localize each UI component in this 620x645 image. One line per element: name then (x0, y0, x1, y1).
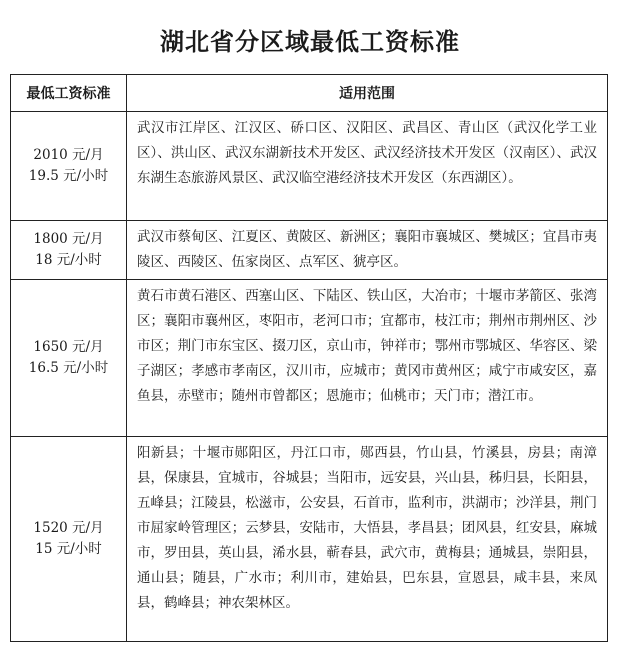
hourly-wage: 16.5 元/小时 (28, 360, 109, 376)
hourly-wage: 18 元/小时 (35, 252, 102, 268)
wage-standard-cell (11, 112, 127, 221)
header-scope: 适用范围 (127, 75, 608, 112)
table-row (11, 112, 608, 221)
monthly-wage: 1650 元/月 (33, 339, 104, 355)
header-min-wage: 最低工资标准 (11, 75, 127, 112)
monthly-wage: 1800 元/月 (33, 231, 104, 247)
hourly-wage: 19.5 元/小时 (28, 168, 109, 184)
table-row (11, 221, 608, 280)
document-title: 湖北省分区域最低工资标准 (160, 28, 460, 56)
wage-standard-cell (11, 437, 127, 642)
wage-standard-cell (11, 280, 127, 437)
table-header-row (11, 75, 608, 112)
monthly-wage: 2010 元/月 (33, 147, 104, 163)
scope-cell: 武汉市蔡甸区、江夏区、黄陂区、新洲区；襄阳市襄城区、樊城区；宜昌市夷陵区、西陵区、伍家岗区、点军区、猇亭区。 (127, 221, 608, 280)
scope-cell: 阳新县；十堰市郧阳区，丹江口市，郧西县，竹山县，竹溪县，房县；南漳县，保康县，宜城市，谷城县；当阳市，远安县，兴山县，秭归县，长阳县，五峰县；江陵县，松滋市，公安县，石首市，监利市，洪湖市；沙洋县，荆门市屈家岭管理区；云梦县，安陆市，大悟县，孝昌县；团风县，红安县，麻城市，罗田县，英山县，浠水县，蕲春县，武穴市，黄梅县；通城县，崇阳县，通山县；随县，广水市；利川市，建始县，巴东县，宣恩县，咸丰县，来凤县，鹤峰县；神农架林区。 (127, 437, 608, 642)
table-row (11, 280, 608, 437)
hourly-wage: 15 元/小时 (35, 541, 102, 557)
monthly-wage: 1520 元/月 (33, 520, 104, 536)
wage-standard-cell (11, 221, 127, 280)
scope-cell: 武汉市江岸区、江汉区、硚口区、汉阳区、武昌区、青山区（武汉化学工业区）、洪山区、武汉东湖新技术开发区、武汉经济技术开发区（汉南区）、武汉东湖生态旅游风景区、武汉临空港经济技术开发区（东西湖区）。 (127, 112, 608, 221)
table-row (11, 437, 608, 642)
wage-standard-table (10, 74, 608, 642)
scope-cell: 黄石市黄石港区、西塞山区、下陆区、铁山区，大冶市；十堰市茅箭区、张湾区；襄阳市襄州区，枣阳市，老河口市；宜都市，枝江市；荆州市荆州区、沙市区；荆门市东宝区、掇刀区，京山市，钟祥市；鄂州市鄂城区、华容区、梁子湖区；孝感市孝南区，汉川市，应城市；黄冈市黄州区；咸宁市咸安区，嘉鱼县，赤壁市；随州市曾都区；恩施市；仙桃市；天门市；潜江市。 (127, 280, 608, 437)
